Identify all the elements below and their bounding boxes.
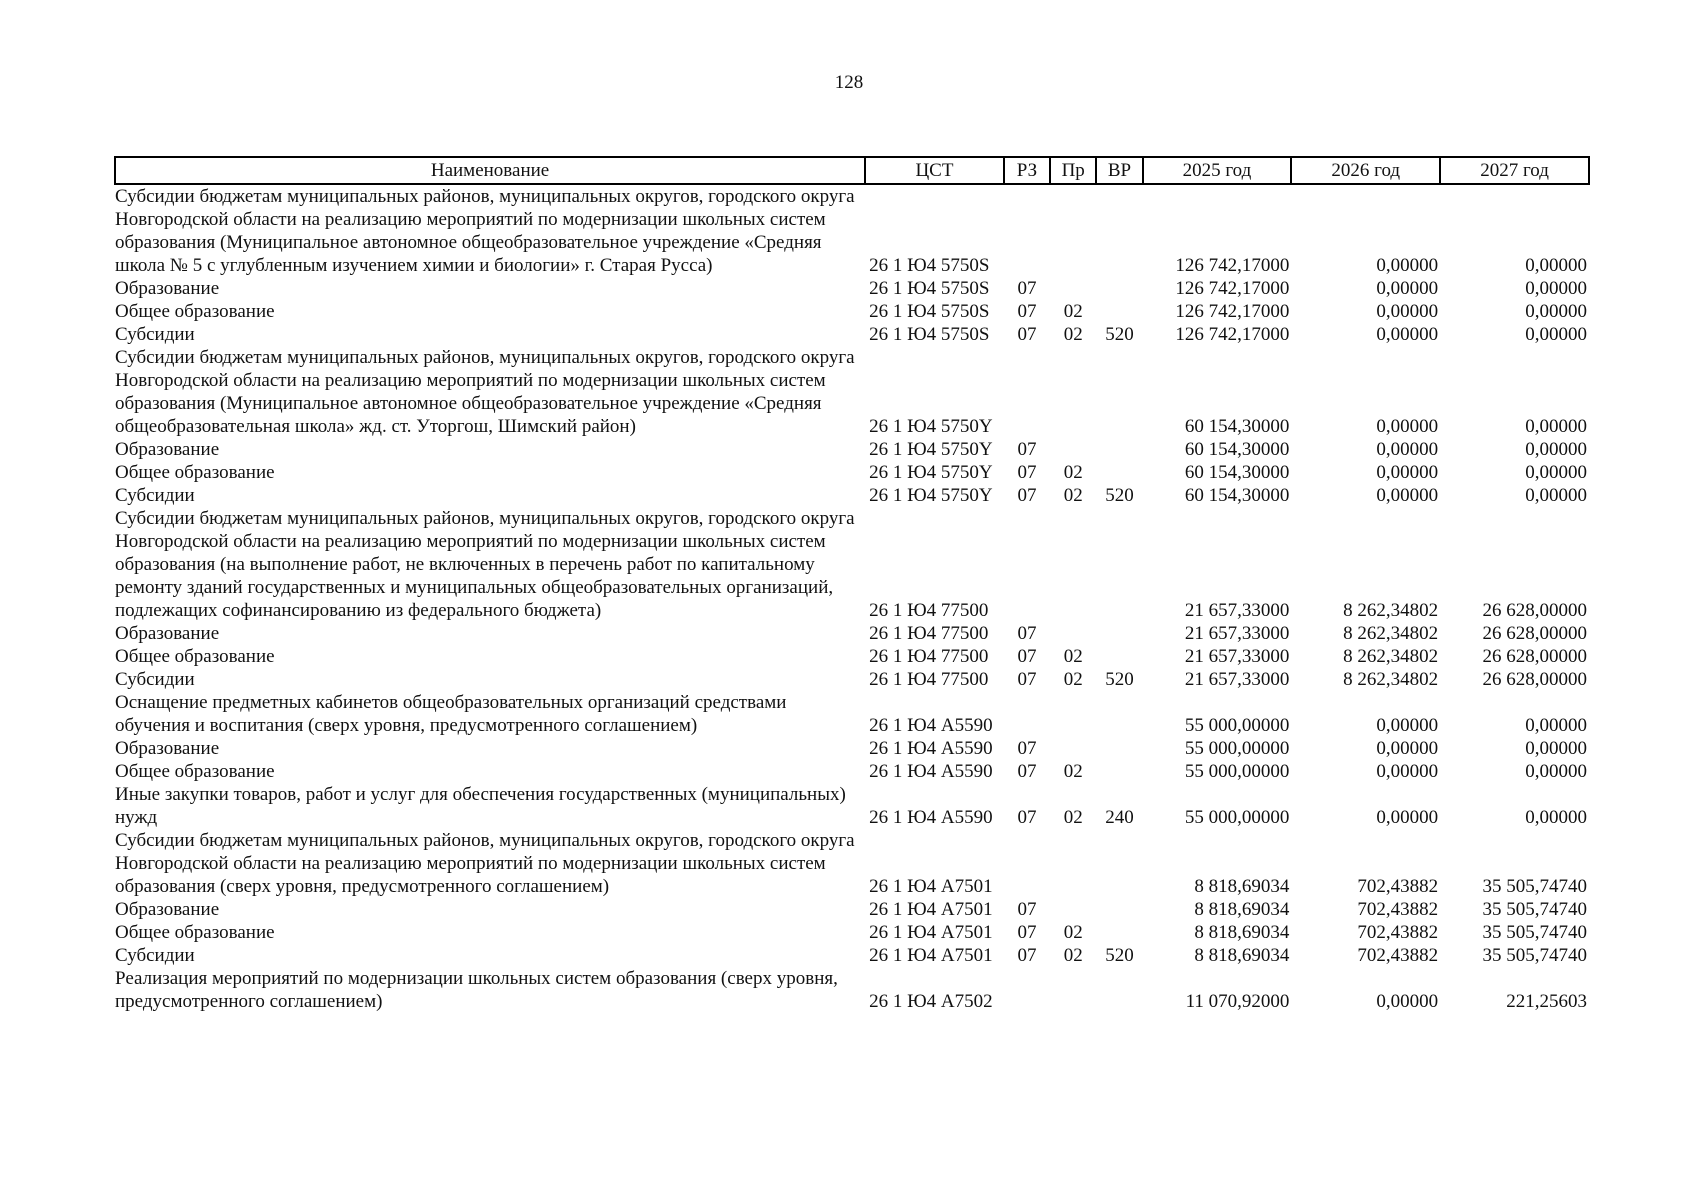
cell-vr (1096, 760, 1142, 783)
table-row (115, 898, 1589, 921)
cell-2025: 21 657,33000 (1184, 623, 1290, 644)
cell-cst: 26 1 Ю4 А7501 (869, 945, 993, 966)
cell-vr (1096, 346, 1142, 438)
cell-name: Общее образование (115, 646, 275, 667)
cell-vr (1096, 507, 1142, 622)
cell-rz: 07 (1017, 439, 1037, 460)
cell-pr (1050, 346, 1096, 438)
table-row (115, 346, 1589, 438)
cell-2026: 0,00000 (1376, 278, 1439, 299)
cell-name: Общее образование (115, 301, 275, 322)
cell-vr (1096, 300, 1142, 323)
table-row (115, 300, 1589, 323)
cell-2027: 35 505,74740 (1482, 945, 1587, 966)
cell-cst: 26 1 Ю4 5750Y (869, 462, 993, 483)
cell-pr: 02 (1063, 669, 1083, 690)
cell-2027: 26 628,00000 (1482, 600, 1587, 621)
table-row (115, 760, 1589, 783)
cell-name: Оснащение предметных кабинетов общеобразовательных организаций средствами обучения и воспитания (сверх уровня, предусмотренного соглашением) (115, 692, 787, 736)
header-cst: ЦСТ (865, 157, 1004, 184)
cell-2027: 0,00000 (1525, 324, 1587, 345)
cell-vr: 240 (1105, 807, 1134, 828)
cell-name: Субсидии (115, 945, 195, 966)
table-row (115, 438, 1589, 461)
table-row (115, 668, 1589, 691)
cell-vr: 520 (1105, 485, 1134, 506)
cell-2026: 0,00000 (1376, 416, 1439, 437)
cell-name: Образование (115, 899, 220, 920)
cell-vr (1096, 645, 1142, 668)
cell-rz (1004, 691, 1050, 737)
cell-vr (1096, 829, 1142, 898)
cell-pr (1050, 898, 1096, 921)
cell-cst: 26 1 Ю4 5750S (869, 255, 990, 276)
cell-name: Субсидии бюджетам муниципальных районов, муниципальных округов, городского округа Новгородской области на реализацию мероприятий по модернизации школьных систем образования (Муниципальное автономное общеобразовательное учреждение «Средняя школа № 5 с углубленным изучением химии и биологии» г. Старая Русса) (115, 186, 855, 276)
cell-rz (1004, 346, 1050, 438)
cell-cst: 26 1 Ю4 А7501 (869, 899, 993, 920)
cell-2025: 21 657,33000 (1184, 669, 1290, 690)
cell-pr: 02 (1063, 761, 1083, 782)
cell-2026: 0,00000 (1376, 301, 1439, 322)
table-row (115, 783, 1589, 829)
cell-vr (1096, 622, 1142, 645)
cell-2025: 8 818,69034 (1194, 899, 1290, 920)
cell-name: Реализация мероприятий по модернизации школьных систем образования (сверх уровня, предусмотренного соглашением) (115, 968, 838, 1012)
cell-name: Общее образование (115, 462, 275, 483)
cell-cst: 26 1 Ю4 5750Y (869, 439, 993, 460)
cell-rz (1004, 507, 1050, 622)
cell-2025: 21 657,33000 (1184, 600, 1290, 621)
header-vr: ВР (1096, 157, 1142, 184)
cell-2026: 0,00000 (1376, 439, 1439, 460)
cell-rz: 07 (1017, 485, 1037, 506)
header-row (115, 157, 1589, 184)
cell-rz: 07 (1017, 646, 1037, 667)
cell-rz: 07 (1017, 899, 1037, 920)
cell-name: Образование (115, 738, 220, 759)
cell-2025: 126 742,17000 (1175, 324, 1290, 345)
cell-rz: 07 (1017, 623, 1037, 644)
cell-2025: 8 818,69034 (1194, 876, 1290, 897)
cell-rz: 07 (1017, 807, 1037, 828)
cell-pr (1050, 507, 1096, 622)
cell-name: Образование (115, 439, 220, 460)
cell-vr: 520 (1105, 669, 1134, 690)
cell-2027: 0,00000 (1525, 738, 1587, 759)
cell-2027: 26 628,00000 (1482, 646, 1587, 667)
cell-vr (1096, 184, 1142, 277)
cell-name: Субсидии бюджетам муниципальных районов, муниципальных округов, городского округа Новгородской области на реализацию мероприятий по модернизации школьных систем образования (на выполнение работ, не включенных в перечень работ по капитальному ремонту зданий государственных и муниципальных общеобразовательных организаций, подлежащих софинансированию из федерального бюджета) (115, 508, 855, 621)
cell-cst: 26 1 Ю4 5750S (869, 324, 990, 345)
cell-rz: 07 (1017, 761, 1037, 782)
cell-2025: 55 000,00000 (1184, 807, 1290, 828)
header-name: Наименование (115, 157, 865, 184)
cell-2025: 55 000,00000 (1184, 761, 1290, 782)
table-row (115, 944, 1589, 967)
table-row (115, 484, 1589, 507)
cell-name: Общее образование (115, 922, 275, 943)
header-pr: Пр (1050, 157, 1096, 184)
cell-2027: 0,00000 (1525, 485, 1587, 506)
cell-2025: 126 742,17000 (1175, 301, 1290, 322)
cell-vr (1096, 461, 1142, 484)
cell-cst: 26 1 Ю4 А7501 (869, 922, 993, 943)
cell-cst: 26 1 Ю4 77500 (869, 646, 989, 667)
page-number: 128 (834, 72, 864, 93)
cell-2026: 0,00000 (1376, 462, 1439, 483)
cell-cst: 26 1 Ю4 5750Y (869, 485, 993, 506)
cell-vr (1096, 967, 1142, 1013)
cell-rz: 07 (1017, 945, 1037, 966)
table-row (115, 645, 1589, 668)
cell-2025: 126 742,17000 (1175, 278, 1290, 299)
cell-2026: 0,00000 (1376, 738, 1439, 759)
cell-2027: 0,00000 (1525, 715, 1587, 736)
table-row (115, 967, 1589, 1013)
cell-rz (1004, 184, 1050, 277)
cell-2025: 126 742,17000 (1175, 255, 1290, 276)
cell-2025: 11 070,92000 (1185, 991, 1290, 1012)
cell-vr (1096, 691, 1142, 737)
cell-cst: 26 1 Ю4 А5590 (869, 738, 993, 759)
cell-2027: 0,00000 (1525, 278, 1587, 299)
cell-2027: 0,00000 (1525, 301, 1587, 322)
cell-name: Образование (115, 623, 220, 644)
cell-2027: 221,25603 (1506, 991, 1587, 1012)
cell-name: Субсидии (115, 324, 195, 345)
cell-rz: 07 (1017, 324, 1037, 345)
header-2025: 2025 год (1143, 157, 1292, 184)
cell-rz: 07 (1017, 278, 1037, 299)
cell-cst: 26 1 Ю4 А7502 (869, 991, 993, 1012)
cell-2027: 0,00000 (1525, 807, 1587, 828)
cell-2025: 21 657,33000 (1184, 646, 1290, 667)
cell-pr (1050, 967, 1096, 1013)
cell-pr (1050, 622, 1096, 645)
table-row (115, 507, 1589, 622)
cell-2026: 0,00000 (1376, 807, 1439, 828)
cell-rz: 07 (1017, 738, 1037, 759)
cell-rz: 07 (1017, 462, 1037, 483)
cell-pr (1050, 184, 1096, 277)
table-header (115, 157, 1589, 184)
cell-vr (1096, 277, 1142, 300)
cell-2025: 55 000,00000 (1184, 715, 1290, 736)
cell-name: Субсидии бюджетам муниципальных районов, муниципальных округов, городского округа Новгородской области на реализацию мероприятий по модернизации школьных систем образования (сверх уровня, предусмотренного соглашением) (115, 830, 855, 897)
cell-cst: 26 1 Ю4 А5590 (869, 807, 993, 828)
table-row (115, 461, 1589, 484)
cell-2027: 0,00000 (1525, 462, 1587, 483)
cell-cst: 26 1 Ю4 5750Y (869, 416, 993, 437)
cell-name: Общее образование (115, 761, 275, 782)
cell-cst: 26 1 Ю4 А7501 (869, 876, 993, 897)
table-row (115, 921, 1589, 944)
cell-cst: 26 1 Ю4 77500 (869, 623, 989, 644)
cell-2027: 0,00000 (1525, 761, 1587, 782)
cell-name: Субсидии (115, 669, 195, 690)
cell-pr: 02 (1063, 324, 1083, 345)
cell-pr (1050, 438, 1096, 461)
cell-pr: 02 (1063, 646, 1083, 667)
cell-2027: 26 628,00000 (1482, 669, 1587, 690)
cell-2027: 35 505,74740 (1482, 922, 1587, 943)
cell-rz (1004, 967, 1050, 1013)
cell-2026: 8 262,34802 (1343, 600, 1439, 621)
cell-cst: 26 1 Ю4 А5590 (869, 761, 993, 782)
cell-vr (1096, 438, 1142, 461)
cell-pr: 02 (1063, 485, 1083, 506)
cell-2026: 0,00000 (1376, 255, 1439, 276)
cell-2026: 0,00000 (1376, 991, 1439, 1012)
cell-2025: 60 154,30000 (1184, 462, 1290, 483)
cell-name: Образование (115, 278, 220, 299)
cell-name: Иные закупки товаров, работ и услуг для обеспечения государственных (муниципальных) нужд (115, 784, 846, 828)
cell-2025: 60 154,30000 (1184, 416, 1290, 437)
cell-2026: 702,43882 (1357, 922, 1439, 943)
cell-2026: 8 262,34802 (1343, 646, 1439, 667)
cell-2025: 60 154,30000 (1184, 439, 1290, 460)
cell-rz: 07 (1017, 922, 1037, 943)
cell-name: Субсидии бюджетам муниципальных районов, муниципальных округов, городского округа Новгородской области на реализацию мероприятий по модернизации школьных систем образования (Муниципальное автономное общеобразовательное учреждение «Средняя общеобразовательная школа» жд. ст. Уторгош, Шимский район) (115, 347, 855, 437)
cell-2026: 0,00000 (1376, 761, 1439, 782)
cell-2027: 0,00000 (1525, 439, 1587, 460)
cell-2027: 0,00000 (1525, 416, 1587, 437)
cell-2026: 0,00000 (1376, 485, 1439, 506)
cell-rz: 07 (1017, 669, 1037, 690)
cell-pr (1050, 691, 1096, 737)
cell-pr: 02 (1063, 922, 1083, 943)
table-row (115, 737, 1589, 760)
cell-2025: 55 000,00000 (1184, 738, 1290, 759)
cell-2027: 35 505,74740 (1482, 876, 1587, 897)
cell-rz (1004, 829, 1050, 898)
cell-pr: 02 (1063, 462, 1083, 483)
cell-cst: 26 1 Ю4 5750S (869, 278, 990, 299)
cell-2026: 0,00000 (1376, 715, 1439, 736)
cell-vr: 520 (1105, 945, 1134, 966)
cell-pr (1050, 277, 1096, 300)
cell-vr (1096, 898, 1142, 921)
table-row (115, 277, 1589, 300)
table-body (115, 184, 1589, 1013)
cell-pr: 02 (1063, 945, 1083, 966)
cell-vr (1096, 737, 1142, 760)
cell-2026: 702,43882 (1357, 876, 1439, 897)
cell-2025: 8 818,69034 (1194, 922, 1290, 943)
header-rz: РЗ (1004, 157, 1050, 184)
cell-cst: 26 1 Ю4 77500 (869, 669, 989, 690)
cell-2025: 8 818,69034 (1194, 945, 1290, 966)
table-row (115, 829, 1589, 898)
cell-2025: 60 154,30000 (1184, 485, 1290, 506)
cell-vr (1096, 921, 1142, 944)
cell-2026: 8 262,34802 (1343, 623, 1439, 644)
cell-2026: 0,00000 (1376, 324, 1439, 345)
budget-table (114, 156, 1590, 1013)
cell-pr (1050, 829, 1096, 898)
table-row (115, 323, 1589, 346)
cell-2026: 702,43882 (1357, 899, 1439, 920)
cell-vr: 520 (1105, 324, 1134, 345)
cell-2027: 0,00000 (1525, 255, 1587, 276)
cell-pr (1050, 737, 1096, 760)
table-row (115, 622, 1589, 645)
cell-cst: 26 1 Ю4 5750S (869, 301, 990, 322)
cell-name: Субсидии (115, 485, 195, 506)
cell-pr: 02 (1063, 301, 1083, 322)
cell-cst: 26 1 Ю4 А5590 (869, 715, 993, 736)
header-2027: 2027 год (1440, 157, 1589, 184)
table-row (115, 691, 1589, 737)
cell-pr: 02 (1063, 807, 1083, 828)
cell-2027: 35 505,74740 (1482, 899, 1587, 920)
cell-cst: 26 1 Ю4 77500 (869, 600, 989, 621)
cell-2027: 26 628,00000 (1482, 623, 1587, 644)
table-row (115, 184, 1589, 277)
cell-2026: 8 262,34802 (1343, 669, 1439, 690)
cell-rz: 07 (1017, 301, 1037, 322)
cell-2026: 702,43882 (1357, 945, 1439, 966)
header-2026: 2026 год (1291, 157, 1440, 184)
